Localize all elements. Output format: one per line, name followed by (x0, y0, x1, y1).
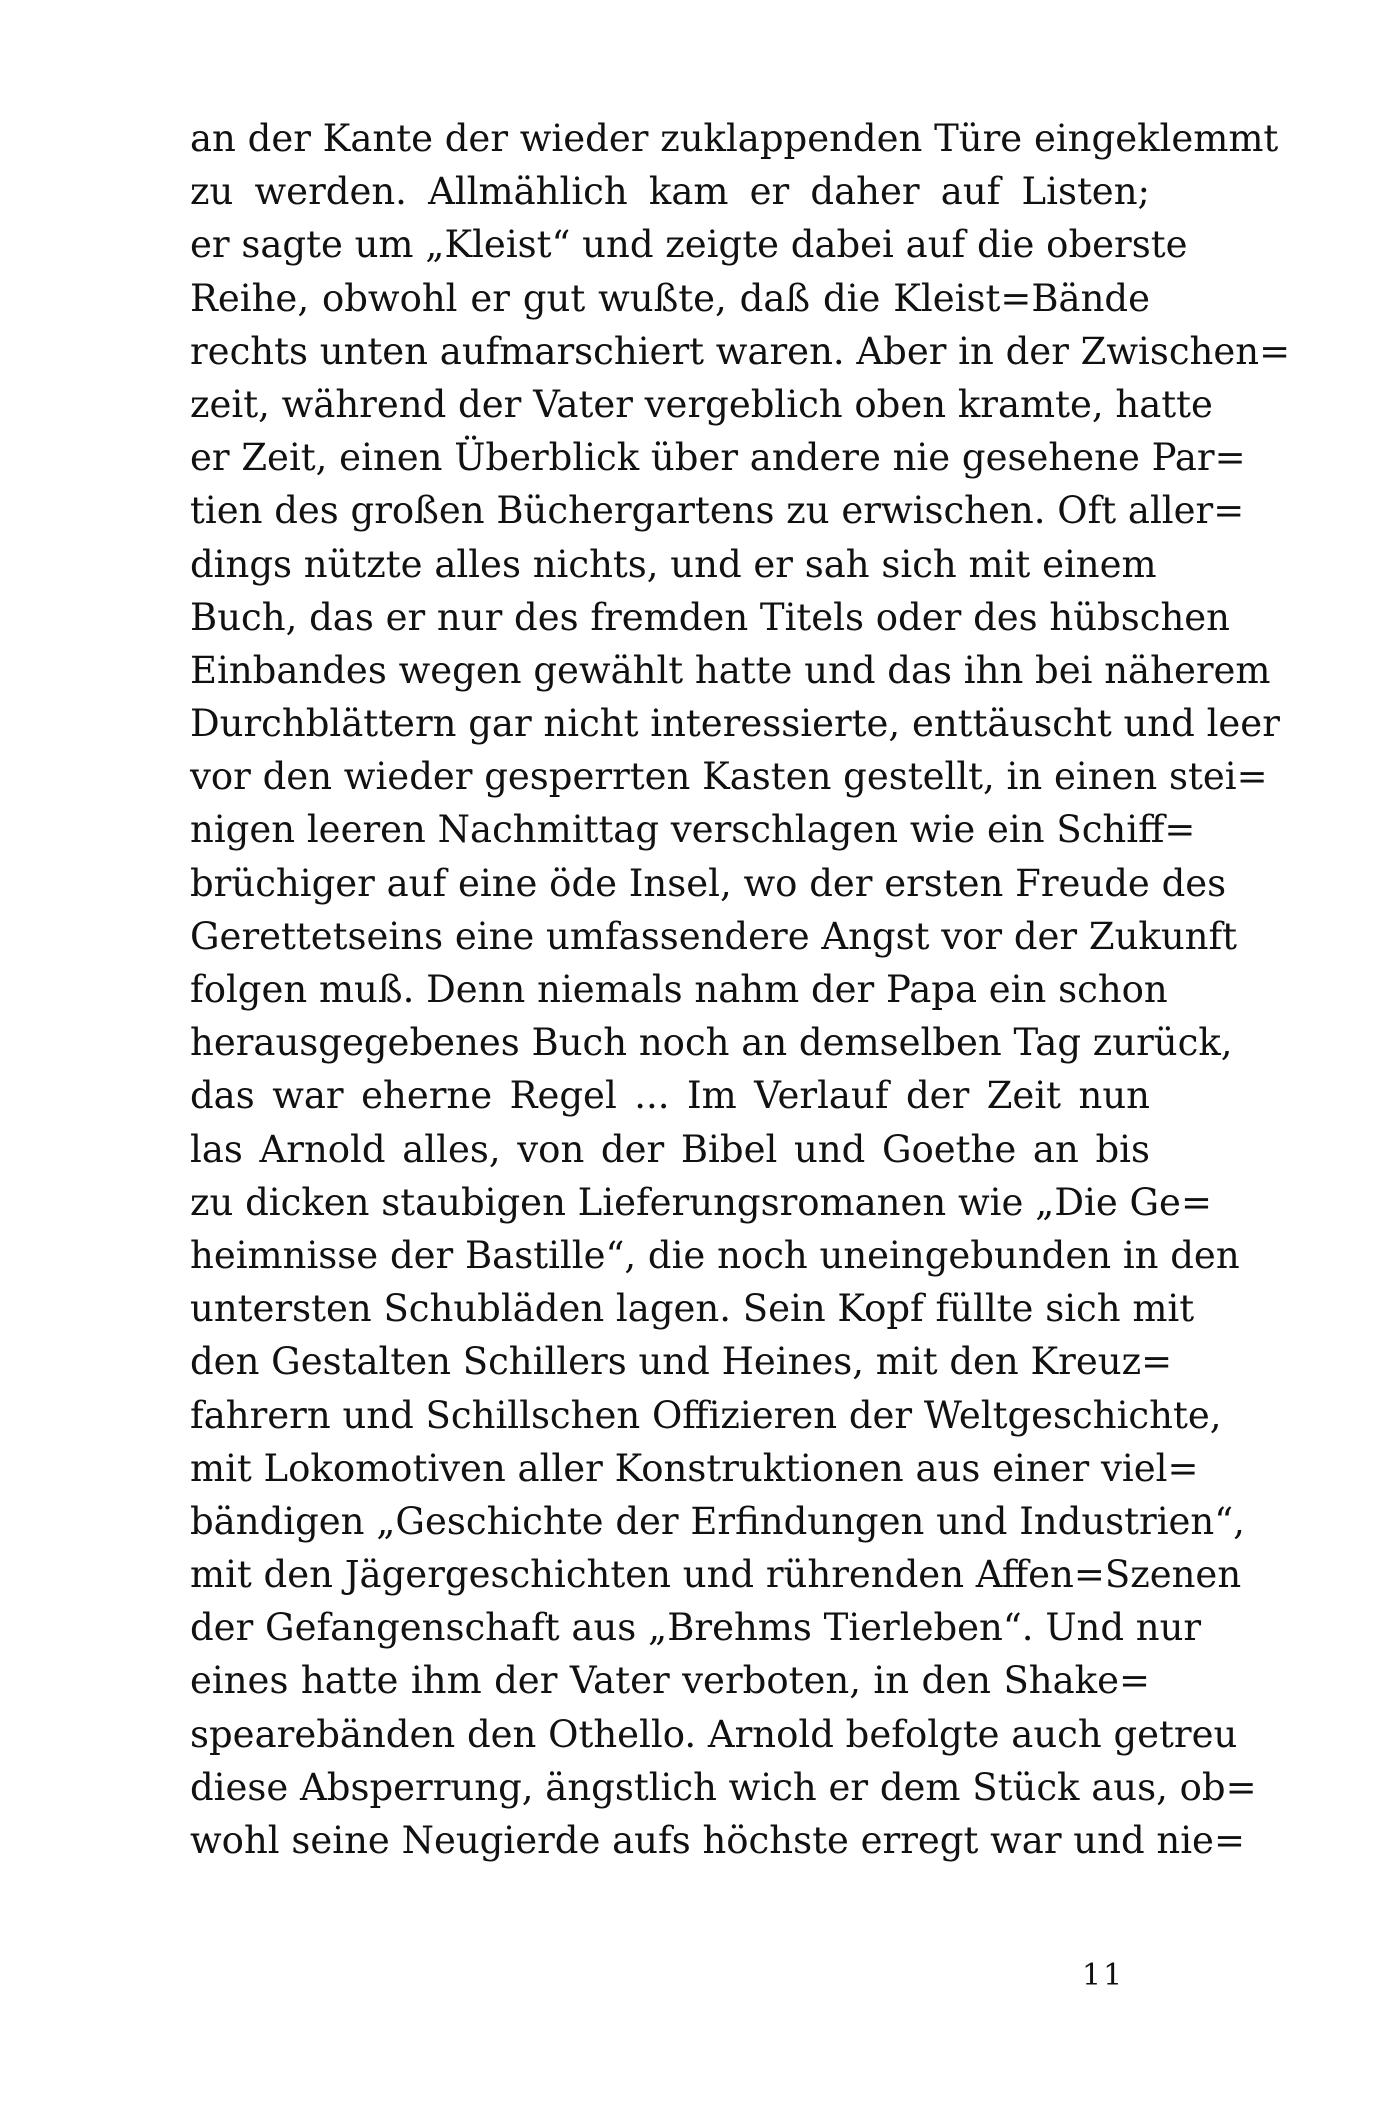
body-text (190, 112, 1291, 1867)
text-line: mit den Jägergeschichten und rührenden Affen=Szenen (190, 1553, 1242, 1597)
text-line: wohl seine Neugierde aufs höchste erregt war und nie= (190, 1819, 1245, 1862)
text-line: Durchblättern gar nicht interessierte, enttäuscht und leer (190, 702, 1280, 746)
text-line: spearebänden den Othello. Arnold befolgte auch getreu (190, 1712, 1238, 1756)
text-line: herausgegebenes Buch noch an demselben Tag zurück, (190, 1021, 1233, 1065)
text-line: mit Lokomotiven aller Konstruktionen aus einer viel= (190, 1446, 1199, 1490)
page-number: 11 (1082, 1958, 1125, 1993)
text-line: tien des großen Büchergartens zu erwischen. Oft aller= (190, 489, 1245, 533)
text-line: zu dicken staubigen Lieferungsromanen wie „Die Ge= (190, 1180, 1212, 1224)
text-line: heimnisse der Bastille“, die noch uneingebunden in den (190, 1233, 1240, 1277)
text-line: diese Absperrung, ängstlich wich er dem Stück aus, ob= (190, 1765, 1257, 1809)
text-line: Gerettetseins eine umfassendere Angst vor der Zukunft (190, 914, 1238, 958)
text-line: las Arnold alles, von der Bibel und Goethe an bis (190, 1127, 1150, 1171)
text-line: dings nützte alles nichts, und er sah sich mit einem (190, 542, 1157, 586)
text-line: an der Kante der wieder zuklappenden Türe eingeklemmt (190, 117, 1279, 160)
text-line: brüchiger auf eine öde Insel, wo der ersten Freude des (190, 861, 1227, 905)
text-line: zeit, während der Vater vergeblich oben kramte, hatte (190, 382, 1213, 426)
text-line: bändigen „Geschichte der Erfindungen und Industrien“, (190, 1499, 1245, 1543)
text-line: fahrern und Schillschen Offizieren der Weltgeschichte, (190, 1393, 1222, 1437)
text-line: nigen leeren Nachmittag verschlagen wie ein Schiff= (190, 808, 1196, 852)
text-line: Einbandes wegen gewählt hatte und das ihn bei näherem (190, 648, 1271, 692)
text-line: er sagte um „Kleist“ und zeigte dabei auf die oberste (190, 223, 1188, 267)
text-line: er Zeit, einen Überblick über andere nie gesehene Par= (190, 436, 1246, 480)
text-line: eines hatte ihm der Vater verboten, in den Shake= (190, 1659, 1150, 1703)
text-line: Buch, das er nur des fremden Titels oder des hübschen (190, 595, 1231, 639)
text-line: vor den wieder gesperrten Kasten gestellt, in einen stei= (190, 755, 1268, 799)
text-line: den Gestalten Schillers und Heines, mit den Kreuz= (190, 1340, 1173, 1384)
text-line: rechts unten aufmarschiert waren. Aber in der Zwischen= (190, 329, 1291, 373)
text-line: das war eherne Regel ... Im Verlauf der Zeit nun (190, 1074, 1150, 1118)
text-line: untersten Schubläden lagen. Sein Kopf füllte sich mit (190, 1287, 1195, 1331)
text-line: folgen muß. Denn niemals nahm der Papa ein schon (190, 968, 1168, 1011)
text-line: der Gefangenschaft aus „Brehms Tierleben“. Und nur (190, 1606, 1202, 1650)
text-line: Reihe, obwohl er gut wußte, daß die Kleist=Bände (190, 276, 1150, 320)
text-line: zu werden. Allmählich kam er daher auf Listen; (190, 170, 1150, 214)
